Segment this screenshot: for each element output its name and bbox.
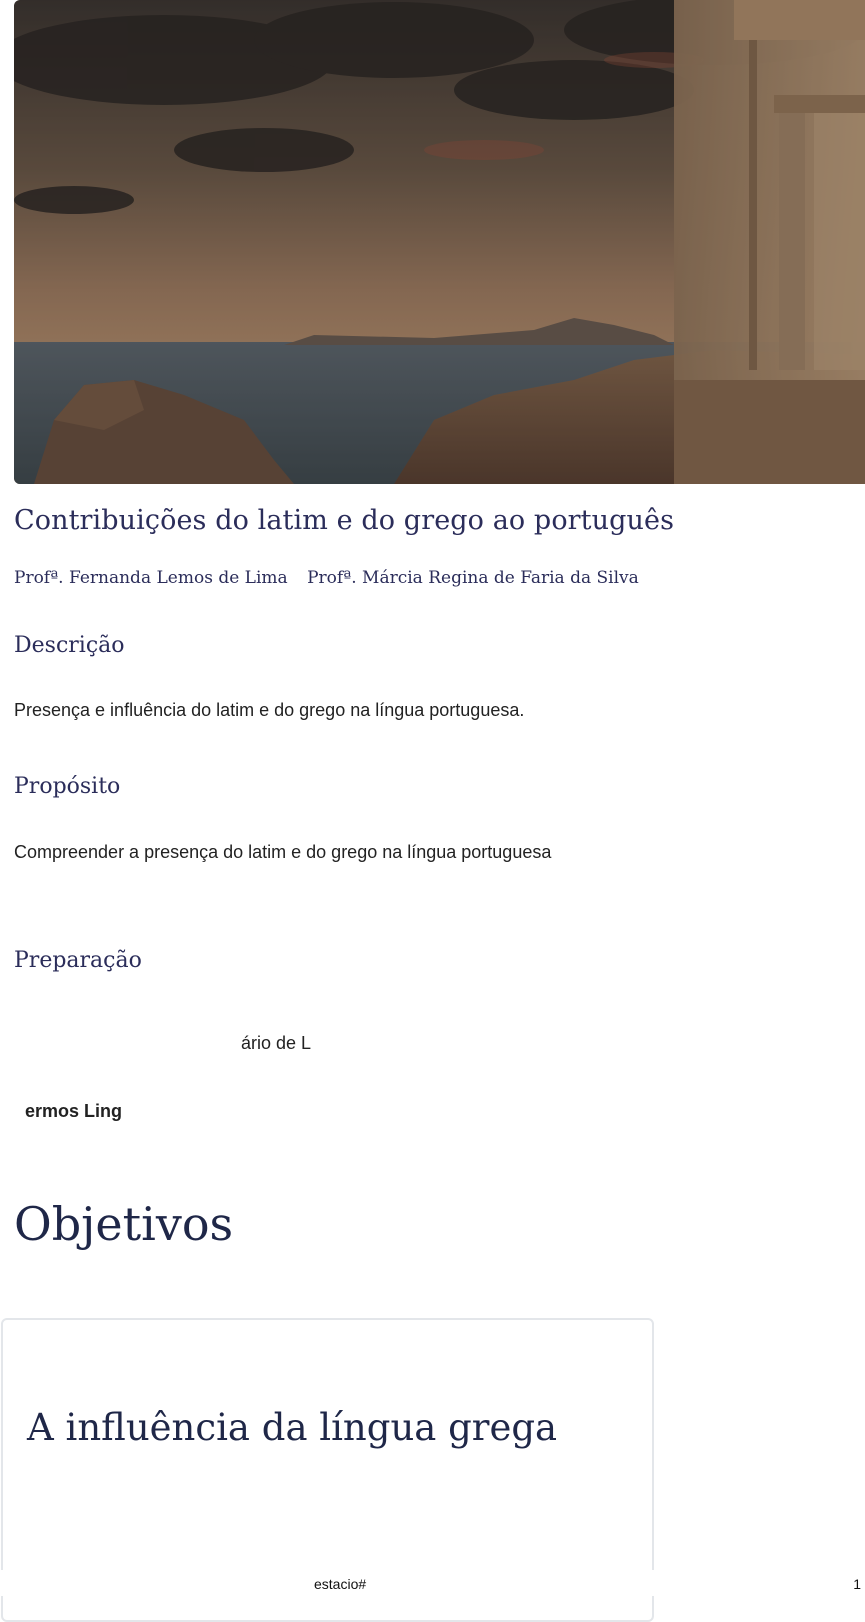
heading-objetivos: Objetivos (14, 1197, 234, 1251)
card-title: A influência da língua grega (27, 1406, 558, 1449)
footer-label: estacio# (314, 1576, 367, 1592)
hero-image (14, 0, 865, 484)
proposito-text: Compreender a presença do latim e do grego na língua portuguesa (14, 842, 552, 862)
page-title: Contribuições do latim e do grego ao português (14, 505, 675, 536)
authors (14, 568, 639, 588)
page-number: 1 (853, 1576, 861, 1592)
heading-descricao: Descrição (14, 633, 125, 658)
author-1: Profª. Fernanda Lemos de Lima (14, 568, 288, 588)
author-2: Profª. Márcia Regina de Faria da Silva (307, 568, 639, 588)
heading-preparacao: Preparação (14, 948, 142, 973)
descricao-text: Presença e influência do latim e do grego na língua portuguesa. (14, 700, 525, 720)
page-footer (0, 1570, 865, 1596)
heading-proposito: Propósito (14, 774, 121, 799)
preparacao-fragment-2: ermos Ling (25, 1101, 123, 1121)
preparacao-fragment-1: ário de L (241, 1033, 312, 1053)
